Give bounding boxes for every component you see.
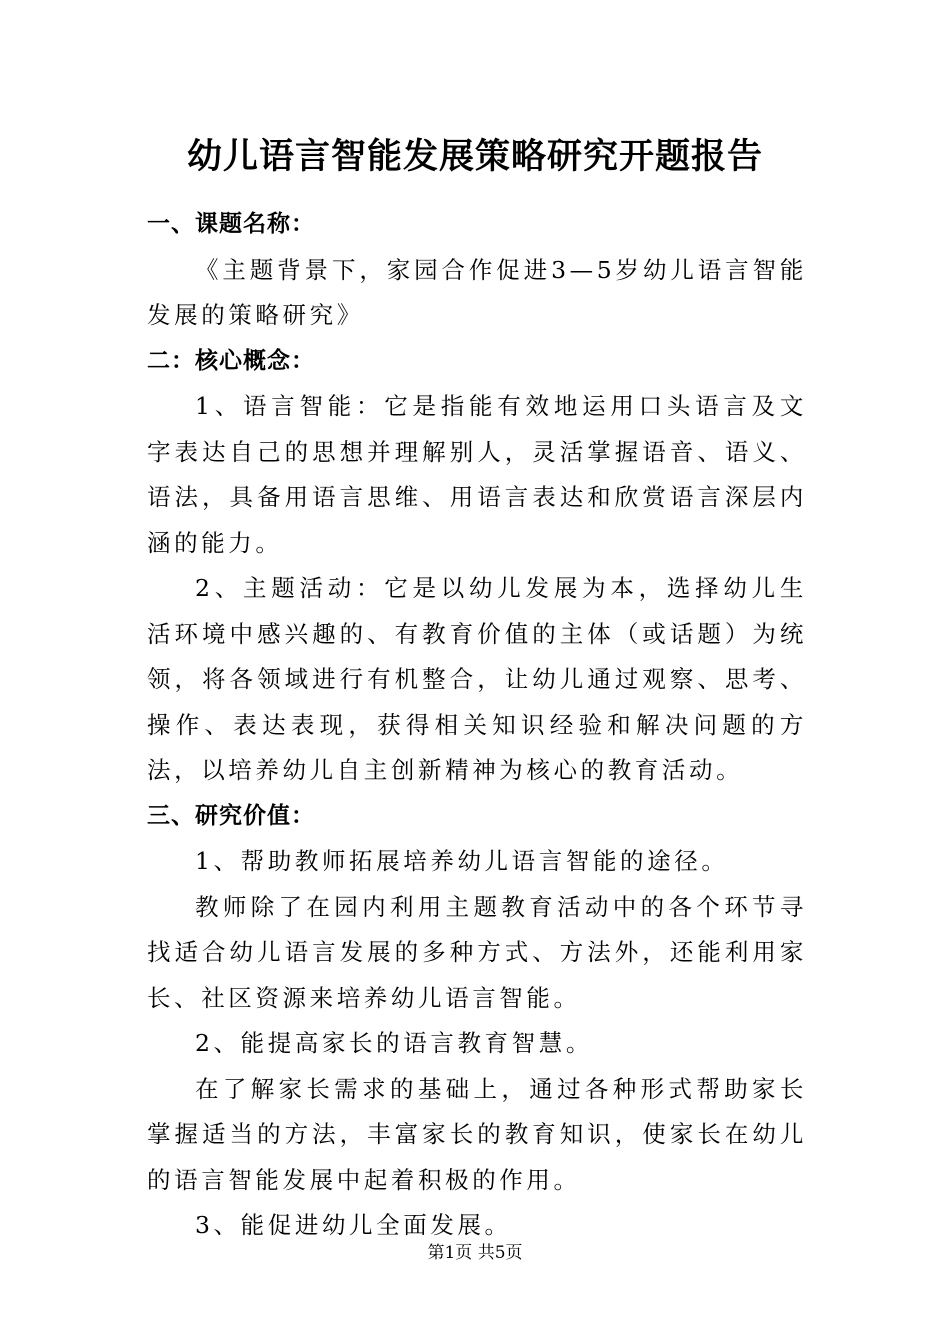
paragraph: 教师除了在园内利用主题教育活动中的各个环节寻找适合幼儿语言发展的多种方式、方法外，还能利用家长、社区资源来培养幼儿语言智能。 [147, 892, 807, 1012]
section-heading-core-concepts: 二：核心概念： [147, 347, 315, 374]
paragraph: 2、能提高家长的语言教育智慧。 [195, 1029, 593, 1057]
paragraph: 1、语言智能：它是指能有效地运用口头语言及文字表达自己的思想并理解别人，灵活掌握语音、语义、语法，具备用语言思维、用语言表达和欣赏语言深层内涵的能力。 [147, 392, 807, 557]
section-topic [147, 202, 807, 339]
section-core-concepts [147, 339, 807, 794]
paragraph: 在了解家长需求的基础上，通过各种形式帮助家长掌握适当的方法，丰富家长的教育知识，使家长在幼儿的语言智能发展中起着积极的作用。 [147, 1074, 807, 1194]
page-title: 幼儿语言智能发展策略研究开题报告 [186, 136, 763, 177]
paragraph: 2、主题活动：它是以幼儿发展为本，选择幼儿生活环境中感兴趣的、有教育价值的主体（或话题）为统领，将各领域进行有机整合，让幼儿通过观察、思考、操作、表达表现，获得相关知识经验和解决问题的方法，以培养幼儿自主创新精神为核心的教育活动。 [147, 574, 807, 784]
paragraph: 3、能促进幼儿全面发展。 [195, 1211, 512, 1239]
page-footer: 第1页 共5页 [427, 1243, 523, 1263]
paragraph: 《主题背景下，家园合作促进3—5岁幼儿语言智能发展的策略研究》 [147, 255, 807, 329]
section-heading-topic: 一、课题名称： [147, 211, 315, 237]
paragraph: 1、帮助教师拓展培养幼儿语言智能的途径。 [195, 847, 729, 875]
section-research-value [147, 794, 807, 1249]
section-heading-research-value: 三、研究价值： [147, 802, 315, 829]
document-body [147, 202, 807, 1249]
